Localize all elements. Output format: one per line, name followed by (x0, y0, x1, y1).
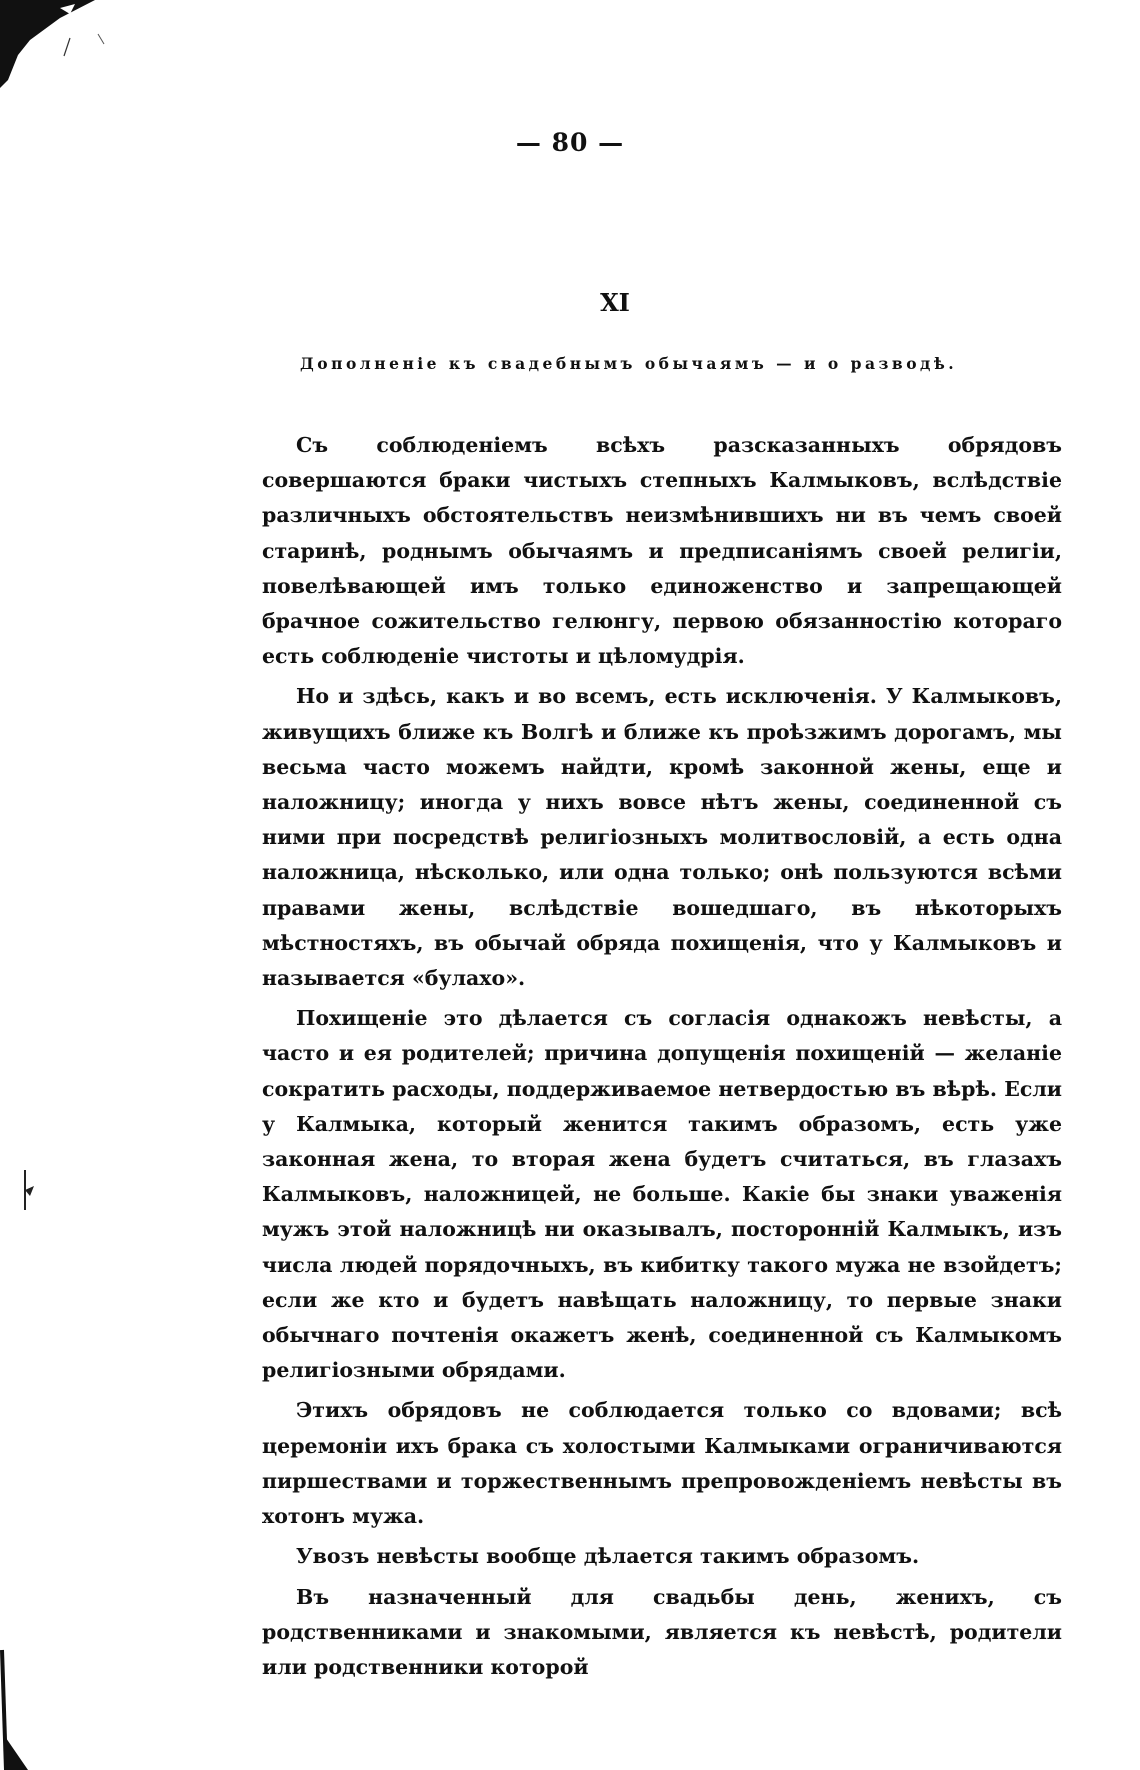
paragraph: Увозъ невѣсты вообще дѣлается такимъ образомъ. (296, 1544, 920, 1569)
paragraph: Въ назначенный для свадьбы день, женихъ, съ родственниками и знакомыми, является къ невѣстѣ, родители или родственники которой (262, 1584, 1062, 1679)
scan-corner-artifact (0, 0, 110, 90)
paragraph: Этихъ обрядовъ не соблюдается только со вдовами; всѣ церемоніи ихъ брака съ холостыми Калмыками ограничиваются пиршествами и торжественнымъ препровожденіемъ невѣсты въ хотонъ мужа. (262, 1398, 1062, 1529)
margin-mark (22, 1170, 36, 1210)
scan-edge-artifact (0, 1570, 60, 1770)
paragraph: Но и здѣсь, какъ и во всемъ, есть исключенія. У Калмыковъ, живущихъ ближе къ Волгѣ и ближе къ проѣзжимъ дорогамъ, мы весьма часто можемъ найдти, кромѣ законной жены, еще и наложницу; иногда у нихъ вовсе нѣтъ жены, соединенной съ ними при посредствѣ религіозныхъ молитвословій, а есть одна наложница, нѣсколько, или одна только; онѣ пользуются всѣми правами жены, вслѣдствіе вошедшаго, въ нѣкоторыхъ мѣстностяхъ, въ обычай обряда похищенія, что у Калмыковъ и называется «булахо». (262, 684, 1062, 991)
page-number: — 80 — (515, 128, 625, 157)
paragraph: Съ соблюденіемъ всѣхъ разсказанныхъ обрядовъ совершаются браки чистыхъ степныхъ Калмыковъ, вслѣдствіе различныхъ обстоятельствъ неизмѣнившихъ ни въ чемъ своей старинѣ, роднымъ обычаямъ и предписаніямъ своей религіи, повелѣвающей имъ только единоженство и запрещающей брачное сожительство гелюнгу, первою обязанностію котораго есть соблюденіе чистоты и цѣломудрія. (262, 433, 1062, 669)
chapter-number: XI (600, 288, 630, 317)
body-text (262, 428, 1062, 1690)
paragraph: Похищеніе это дѣлается съ согласія однакожъ невѣсты, а часто и ея родителей; причина допущенія похищеній — желаніе сократить расходы, поддерживаемое нетвердостью въ вѣрѣ. Если у Калмыка, который женится такимъ образомъ, есть уже законная жена, то вторая жена будетъ считаться, въ глазахъ Калмыковъ, наложницей, не больше. Какіе бы знаки уваженія мужъ этой наложницѣ ни оказывалъ, посторонній Калмыкъ, изъ числа людей порядочныхъ, въ кибитку такого мужа не взойдетъ; если же кто и будетъ навѣщать наложницу, то первые знаки обычнаго почтенія окажетъ женѣ, соединенной съ Калмыкомъ религіозными обрядами. (262, 1006, 1062, 1383)
chapter-title: Дополненіе къ свадебнымъ обычаямъ — и о разводѣ. (300, 354, 958, 373)
